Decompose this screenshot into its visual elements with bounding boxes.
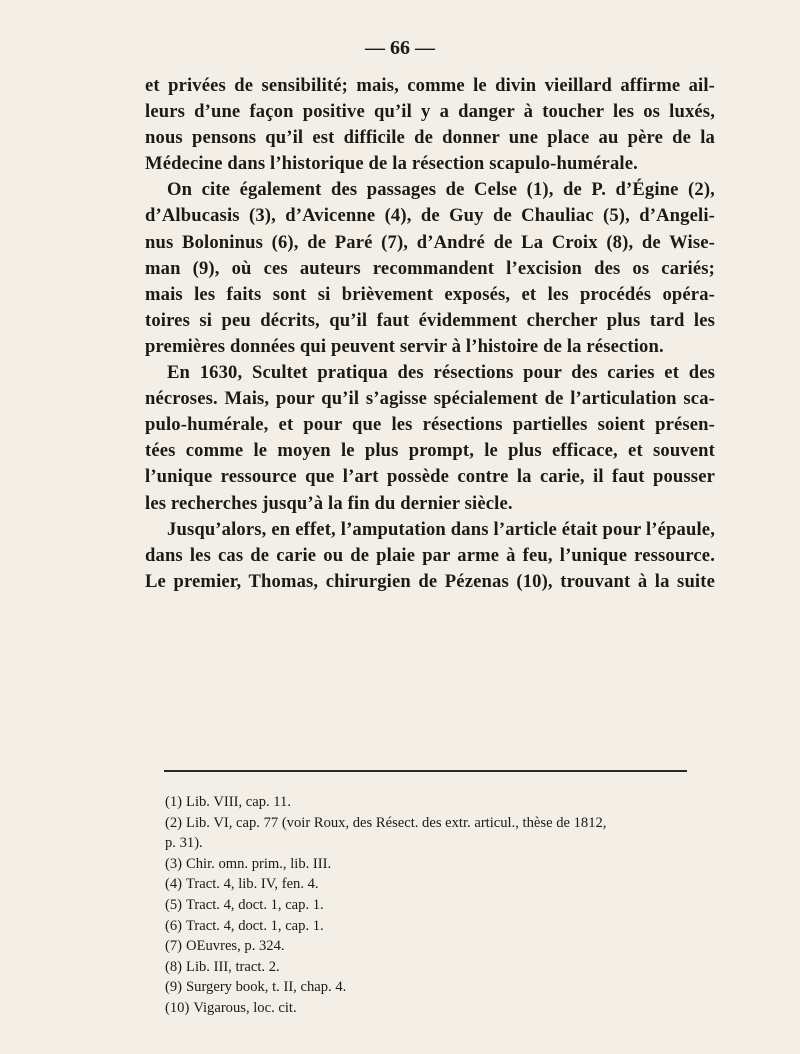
footnote-text: OEuvres, p. 324. <box>186 938 285 955</box>
footnote <box>165 792 717 813</box>
footnote <box>165 977 717 998</box>
footnote-text: Chir. omn. prim., lib. III. <box>186 855 332 872</box>
text-line: En 1630, Scultet pratiqua des résections pour des caries et des <box>167 362 715 384</box>
text-line: dans les cas de carie ou de plaie par arme à feu, l’unique ressource. <box>145 544 715 566</box>
footnote-text: Lib. VI, cap. 77 (voir Roux, des Résect. des extr. articul., thèse de 1812, <box>186 814 607 831</box>
footnote-number: (7) <box>165 938 183 955</box>
text-line: Le premier, Thomas, chirurgien de Pézenas (10), trouvant à la suite <box>145 570 715 592</box>
text-line: mais les faits sont si brièvement exposés, et les procédés opéra- <box>145 283 715 305</box>
footnote <box>165 854 717 875</box>
footnote-number: (1) <box>165 794 183 810</box>
text-line: Jusqu’alors, en effet, l’amputation dans l’article était pour l’épaule, <box>167 518 715 540</box>
footnote-number: (2) <box>165 814 183 831</box>
footnote <box>165 895 717 916</box>
footnote-text: Lib. III, tract. 2. <box>186 958 280 975</box>
footnote <box>165 813 717 834</box>
footnote <box>165 936 717 957</box>
text-line: tées comme le moyen le plus prompt, le plus efficace, et souvent <box>145 440 715 462</box>
footnote-number: (6) <box>165 917 183 934</box>
footnote-number: (5) <box>165 896 183 913</box>
text-line: man (9), où ces auteurs recommandent l’excision des os cariés; <box>145 257 715 279</box>
footnote <box>165 998 717 1019</box>
footnote-text: Tract. 4, lib. IV, fen. 4. <box>186 876 319 893</box>
footnote-continuation: p. 31). <box>165 835 203 852</box>
footnote-text: Vigarous, loc. cit. <box>193 999 297 1016</box>
footnote-text: Tract. 4, doct. 1, cap. 1. <box>186 896 324 913</box>
footnote <box>165 916 717 937</box>
footnote-number: (9) <box>165 979 183 996</box>
footnote-number: (8) <box>165 958 183 975</box>
footnote-text: Surgery book, t. II, chap. 4. <box>186 979 347 996</box>
text-line: On cite également des passages de Celse (1), de P. d’Égine (2), <box>167 179 715 201</box>
footnote-number: (10) <box>165 999 190 1016</box>
text-line: nous pensons qu’il est difficile de donner une place au père de la <box>145 127 715 149</box>
text-line: Médecine dans l’historique de la résection scapulo-humérale. <box>145 153 638 175</box>
footnote <box>165 957 717 978</box>
footnote-text: Lib. VIII, cap. 11. <box>186 794 291 810</box>
text-line: les recherches jusqu’à la fin du dernier siècle. <box>145 492 513 514</box>
footnote-number: (3) <box>165 855 183 872</box>
text-line: l’unique ressource que l’art possède contre la carie, il faut pousser <box>145 466 715 488</box>
page-number: — 66 — <box>365 37 435 59</box>
footnote-divider <box>164 770 687 772</box>
text-line: nus Boloninus (6), de Paré (7), d’André de La Croix (8), de Wise- <box>145 231 715 253</box>
text-line: d’Albucasis (3), d’Avicenne (4), de Guy de Chauliac (5), d’Angeli- <box>145 205 715 227</box>
text-line: et privées de sensibilité; mais, comme le divin vieillard affirme ail- <box>145 75 715 96</box>
footnote <box>165 874 717 895</box>
text-line: premières données qui peuvent servir à l’histoire de la résection. <box>145 335 664 357</box>
text-line: nécroses. Mais, pour qu’il s’agisse spécialement de l’articulation sca- <box>145 388 715 410</box>
footnotes <box>165 792 717 1019</box>
main-text <box>145 73 715 595</box>
footnote-number: (4) <box>165 876 183 893</box>
text-line: pulo-humérale, et pour que les résections partielles soient présen- <box>145 414 715 436</box>
text-line: leurs d’une façon positive qu’il y a danger à toucher les os luxés, <box>145 101 715 123</box>
text-line: toires si peu décrits, qu’il faut évidemment chercher plus tard les <box>145 309 715 331</box>
footnote-text: Tract. 4, doct. 1, cap. 1. <box>186 917 324 934</box>
